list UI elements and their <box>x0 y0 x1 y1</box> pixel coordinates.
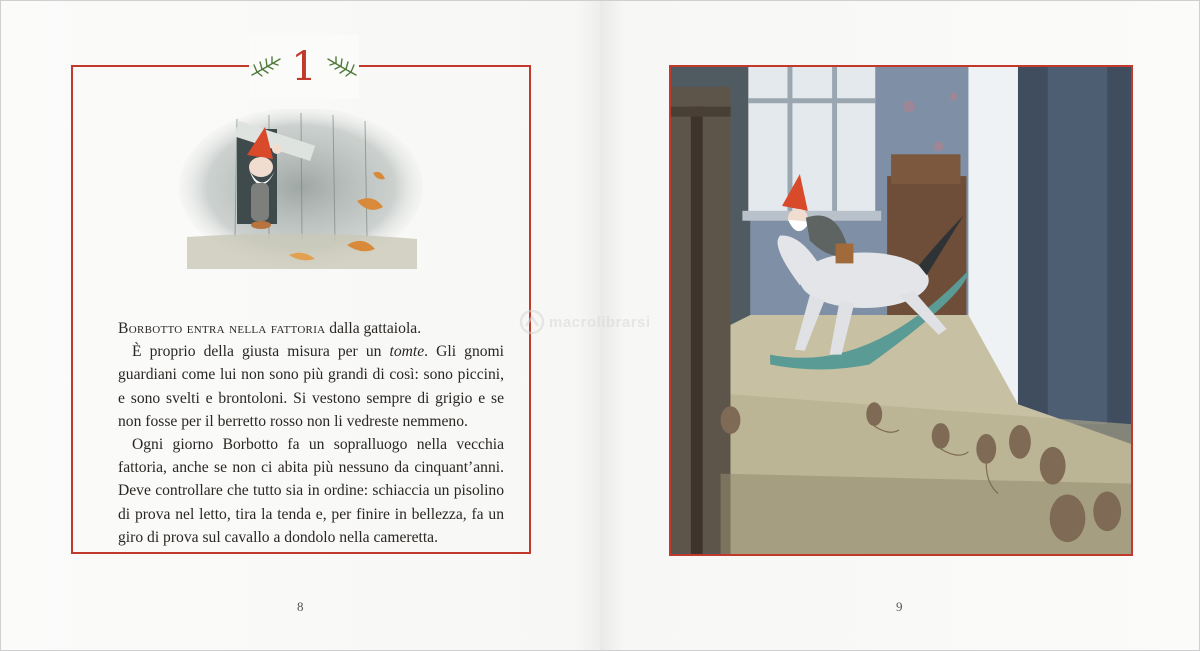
paragraph-1-smallcaps: Borbotto entra nella fattoria <box>118 320 326 337</box>
right-page-number: 9 <box>896 599 903 614</box>
tomte-word: tomte <box>389 343 425 361</box>
watermark-text: macrolibrarsi <box>549 313 651 331</box>
story-text <box>118 317 504 549</box>
paragraph-1-rest: dalla gattaiola. <box>325 320 422 337</box>
left-page-number: 8 <box>297 599 304 614</box>
paragraph-2-end: . Gli gnomi guardiani come lui non sono più grandi di così: sono piccini, e sono svelti e brontoloni. Si vestono sempre di grigio e se non fosse per il berretto rosso non li vedreste nemmeno. <box>118 343 504 430</box>
gnome-cat-flap-illustration <box>177 109 425 269</box>
left-page <box>1 1 600 650</box>
chapter-heading <box>249 35 359 99</box>
chapter-number: 1 <box>291 44 317 90</box>
paragraph-3: Ogni giorno Borbotto fa un sopralluogo nella vecchia fattoria, anche se non ci abita più nessuno da cinquant’anni. Deve controllare che tutto sia in ordine: schiaccia un pisolino di prova nel letto, tira la tenda e, per finire in bellezza, fa un giro di prova sul cavallo a dondolo nella cameretta. <box>118 436 504 546</box>
rocking-horse-room-illustration <box>669 65 1133 556</box>
macrolibrarsi-logo-icon <box>519 309 545 335</box>
fir-sprig-left-icon <box>249 53 283 81</box>
paragraph-2 <box>118 340 504 433</box>
fir-sprig-right-icon <box>325 53 359 81</box>
watermark <box>519 309 651 335</box>
paragraph-1 <box>118 317 504 340</box>
paragraph-2-start: È proprio della giusta misura per un <box>132 343 390 361</box>
